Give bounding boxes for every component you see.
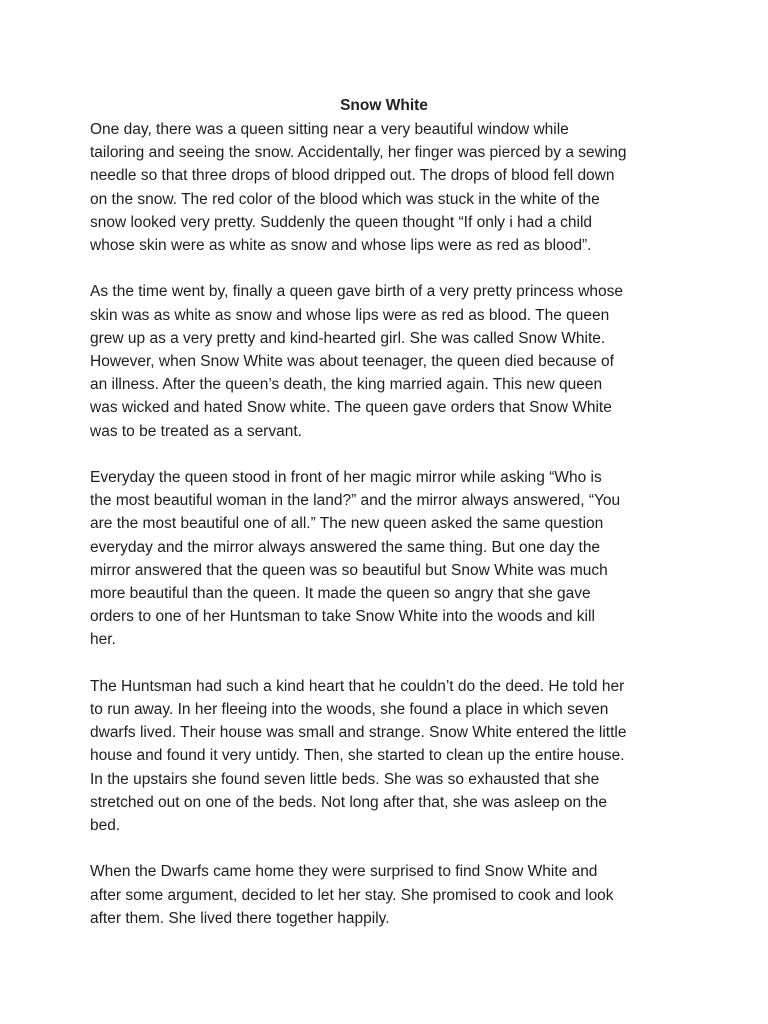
text-line: after some argument, decided to let her stay. She promised to cook and look <box>90 886 614 904</box>
text-line: As the time went by, finally a queen gave birth of a very pretty princess whose <box>90 283 624 301</box>
text-line: on the snow. The red color of the blood which was stuck in the white of the <box>90 190 600 208</box>
document-body <box>90 118 680 953</box>
text-line: the most beautiful woman in the land?” and the mirror always answered, “You <box>90 492 621 510</box>
text-line: stretched out on one of the beds. Not long after that, she was asleep on the <box>90 793 608 811</box>
document-title: Snow White <box>340 97 428 114</box>
paragraph-3 <box>90 466 680 652</box>
text-line: was wicked and hated Snow white. The queen gave orders that Snow White <box>90 399 612 417</box>
text-line: Everyday the queen stood in front of her magic mirror while asking “Who is <box>90 469 602 487</box>
text-line: bed. <box>90 817 121 835</box>
text-line: orders to one of her Huntsman to take Snow White into the woods and kill <box>90 608 595 626</box>
text-line: mirror answered that the queen was so beautiful but Snow White was much <box>90 561 608 579</box>
text-line: to run away. In her fleeing into the woods, she found a place in which seven <box>90 701 609 719</box>
text-line: was to be treated as a servant. <box>90 422 302 440</box>
text-line: tailoring and seeing the snow. Accidentally, her finger was pierced by a sewing <box>90 144 627 162</box>
text-line: everyday and the mirror always answered the same thing. But one day the <box>90 538 601 556</box>
text-line: her. <box>90 631 116 649</box>
text-line: In the upstairs she found seven little beds. She was so exhausted that she <box>90 770 600 788</box>
text-line: needle so that three drops of blood dripped out. The drops of blood fell down <box>90 167 615 185</box>
paragraph-2 <box>90 280 680 442</box>
text-line: snow looked very pretty. Suddenly the queen thought “If only i had a child <box>90 213 593 231</box>
text-line: an illness. After the queen’s death, the king married again. This new queen <box>90 376 603 394</box>
text-line: more beautiful than the queen. It made the queen so angry that she gave <box>90 585 591 603</box>
text-line: The Huntsman had such a kind heart that he couldn’t do the deed. He told her <box>90 677 625 695</box>
paragraph-5 <box>90 860 680 930</box>
text-line: house and found it very untidy. Then, she started to clean up the entire house. <box>90 747 625 765</box>
text-line: However, when Snow White was about teenager, the queen died because of <box>90 353 614 371</box>
text-line: after them. She lived there together happily. <box>90 909 390 927</box>
text-line: are the most beautiful one of all.” The new queen asked the same question <box>90 515 604 533</box>
text-line: whose skin were as white as snow and whose lips were as red as blood”. <box>90 237 592 255</box>
text-line: One day, there was a queen sitting near a very beautiful window while <box>90 121 569 138</box>
text-line: dwarfs lived. Their house was small and strange. Snow White entered the little <box>90 724 627 742</box>
text-line: grew up as a very pretty and kind-hearted girl. She was called Snow White. <box>90 329 606 347</box>
text-line: When the Dwarfs came home they were surprised to find Snow White and <box>90 863 598 881</box>
text-line: skin was as white as snow and whose lips were as red as blood. The queen <box>90 306 610 324</box>
paragraph-1 <box>90 118 680 257</box>
paragraph-4 <box>90 675 680 837</box>
